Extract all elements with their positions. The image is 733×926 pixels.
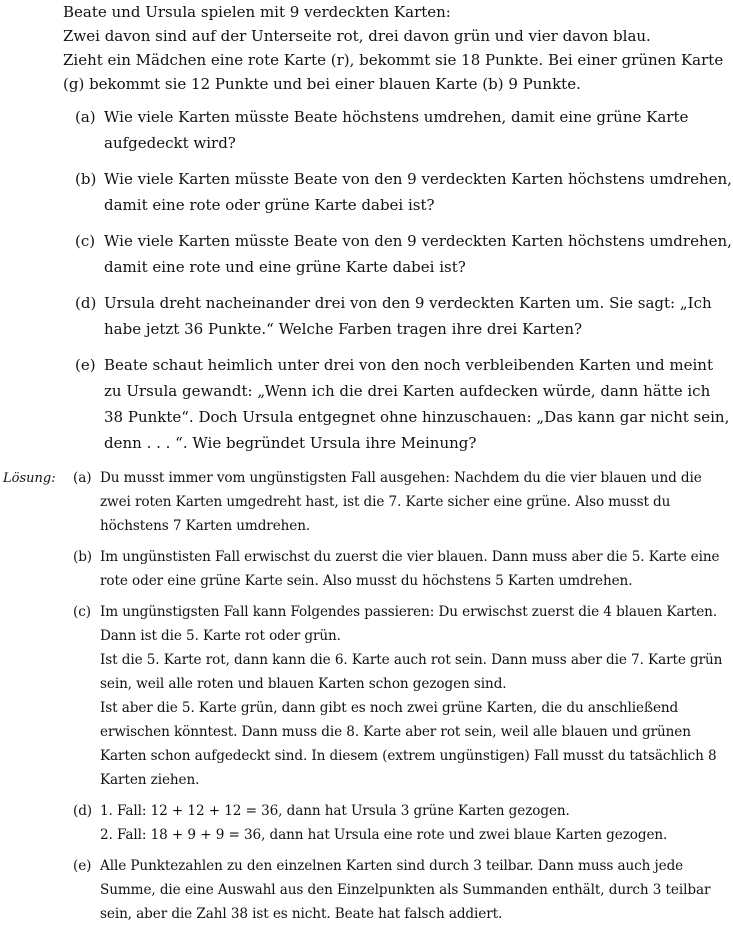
solution-label: (c) [73,604,91,620]
question-text: Wie viele Karten müsste Beate höchstens umdrehen, damit eine grüne Karte aufgedeckt wird? [104,108,689,152]
solution-c [63,600,733,792]
solution-list [63,466,733,926]
intro-line-3: Zieht ein Mädchen eine rote Karte (r), bekommt sie 18 Punkte. Bei einer grünen Karte (g) bekommt sie 12 Punkte und bei einer blauen Karte (b) 9 Punkte. [63,51,724,93]
case-line-1: 1. Fall: 12 + 12 + 12 = 36, dann hat Ursula 3 grüne Karten gezogen. [100,803,570,819]
question-label: (a) [75,108,96,126]
solution-text: Du musst immer vom ungünstigsten Fall ausgehen: Nachdem du die vier blauen und die zwei roten Karten umgedreht hast, ist die 7. Karte sicher eine grüne. Also musst du höchstens 7 Karten umdrehen. [100,470,702,534]
question-label: (d) [75,294,97,312]
question-text: Wie viele Karten müsste Beate von den 9 verdeckten Karten höchstens umdrehen, damit eine rote oder grüne Karte dabei ist? [104,170,732,214]
question-b [63,166,733,218]
case-line-2: 2. Fall: 18 + 9 + 9 = 36, dann hat Ursula eine rote und zwei blaue Karten gezogen. [100,827,668,843]
solution-paragraph: Ist aber die 5. Karte grün, dann gibt es noch zwei grüne Karten, die du anschließend erwischen könntest. Dann muss die 8. Karte aber rot sein, weil alle blauen und grünen Karten schon aufgedeckt sind. In diesem (extrem ungünstigen) Fall musst du tatsächlich 8 Karten ziehen. [100,700,717,788]
question-label: (b) [75,170,97,188]
intro-line-2: Zwei davon sind auf der Unterseite rot, drei davon grün und vier davon blau. [63,27,651,45]
question-text: Wie viele Karten müsste Beate von den 9 verdeckten Karten höchstens umdrehen, damit eine rote und eine grüne Karte dabei ist? [104,232,732,276]
solution-paragraph: Im ungünstigsten Fall kann Folgendes passieren: Du erwischst zuerst die 4 blauen Karten. Dann ist die 5. Karte rot oder grün. [100,604,718,644]
solution-label: (e) [73,858,92,874]
solution-text: Alle Punktezahlen zu den einzelnen Karten sind durch 3 teilbar. Dann muss auch jede Summe, die eine Auswahl aus den Einzelpunkten als Summanden enthält, durch 3 teilbar sein, aber die Zahl 38 ist es nicht. Beate hat falsch addiert. [100,858,711,922]
solution-text: Im ungünstisten Fall erwischst du zuerst die vier blauen. Dann muss aber die 5. Karte eine rote oder eine grüne Karte sein. Also musst du höchstens 5 Karten umdrehen. [100,549,720,589]
question-text: Beate schaut heimlich unter drei von den noch verbleibenden Karten und meint zu Ursula gewandt: „Wenn ich die drei Karten aufdecken würde, dann hätte ich 38 Punkte“. Doch Ursula entgegnet ohne hinzuschauen: „Das kann gar nicht sein, denn . . . “. Wie begründet Ursula ihre Meinung? [104,356,730,452]
question-label: (e) [75,356,96,374]
question-a [63,104,733,156]
solution-label: (b) [73,549,93,565]
solution-b [63,545,733,593]
intro-line-1: Beate und Ursula spielen mit 9 verdeckten Karten: [63,3,451,21]
question-text: Ursula dreht nacheinander drei von den 9 verdeckten Karten um. Sie sagt: „Ich habe jetzt 36 Punkte.“ Welche Farben tragen ihre drei Karten? [104,294,712,338]
problem-intro [63,0,731,96]
question-d [63,290,733,342]
solution-label: (d) [73,803,93,819]
solution-a [63,466,733,538]
solution-d [63,799,733,847]
solution-e [63,854,733,926]
solution-heading: Lösung: [3,471,56,486]
question-list [63,104,733,456]
question-e [63,352,733,456]
question-c [63,228,733,280]
solution-label: (a) [73,470,92,486]
solution-paragraph: Ist die 5. Karte rot, dann kann die 6. Karte auch rot sein. Dann muss aber die 7. Karte grün sein, weil alle roten und blauen Karten schon gezogen sind. [100,652,723,692]
question-label: (c) [75,232,96,250]
